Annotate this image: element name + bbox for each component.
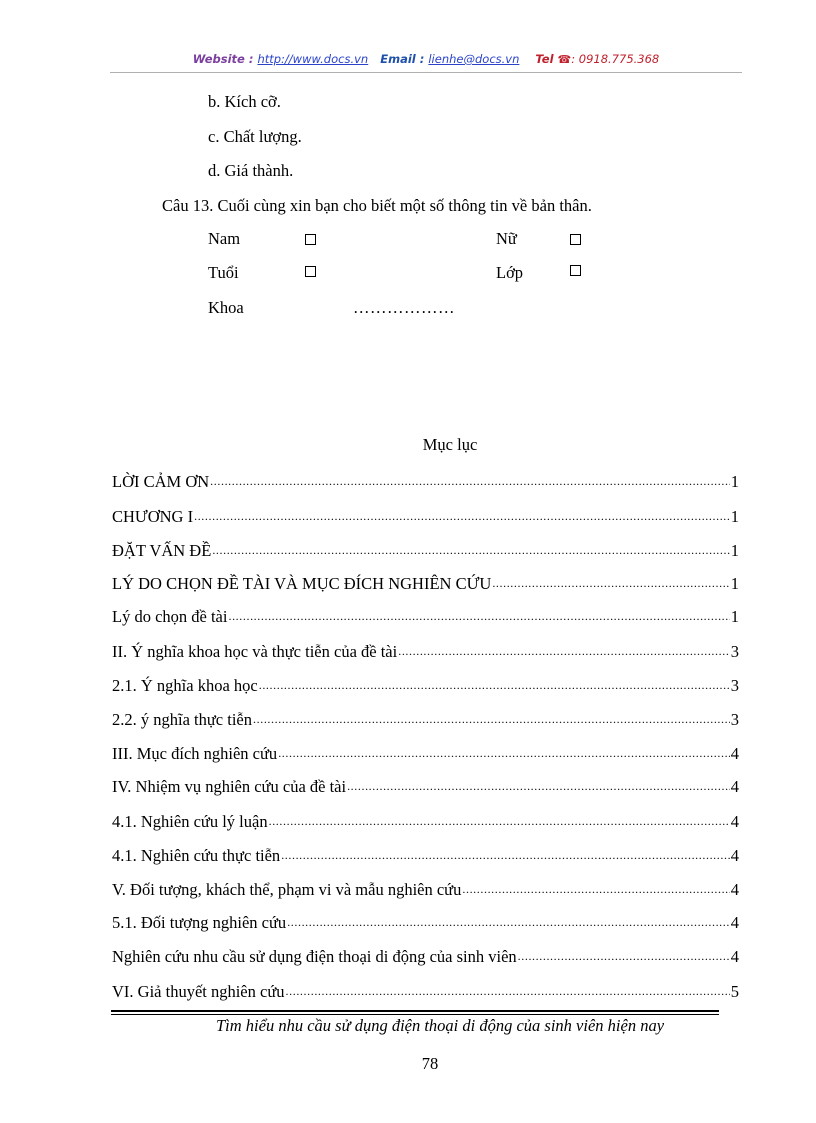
faculty-label: Khoa bbox=[208, 298, 244, 317]
toc-leader bbox=[492, 575, 729, 591]
toc-entry-page: 4 bbox=[730, 947, 739, 966]
website-label: Website : bbox=[192, 52, 254, 66]
toc-entry-page: 4 bbox=[730, 913, 739, 932]
phone-icon: ☎ bbox=[557, 53, 572, 66]
toc-leader bbox=[210, 473, 730, 489]
toc-entry-text: 5.1. Đối tượng nghiên cứu bbox=[112, 913, 287, 932]
toc-entry bbox=[112, 572, 739, 594]
toc-entry-page: 4 bbox=[730, 846, 739, 865]
toc-entry-text: LỜI CẢM ƠN bbox=[112, 472, 210, 491]
toc-leader bbox=[228, 608, 729, 624]
toc-leader bbox=[281, 847, 730, 863]
toc-entry bbox=[112, 605, 739, 627]
email-separator: : bbox=[419, 52, 425, 66]
toc-entry-text: Nghiên cứu nhu cầu sử dụng điện thoại di động của sinh viên bbox=[112, 947, 517, 966]
toc-leader bbox=[194, 508, 730, 524]
toc-entry bbox=[112, 775, 739, 797]
toc-leader bbox=[347, 778, 730, 794]
male-checkbox[interactable] bbox=[305, 234, 316, 245]
footer-title: Tìm hiểu nhu cầu sử dụng điện thoại di động của sinh viên hiện nay bbox=[215, 1016, 665, 1035]
age-label: Tuổi bbox=[208, 263, 239, 282]
toc-entry-text: VI. Giả thuyết nghiên cứu bbox=[112, 982, 285, 1001]
option-d: d. Giá thành. bbox=[208, 161, 294, 180]
toc-leader bbox=[398, 643, 730, 659]
toc-entry-text: 2.2. ý nghĩa thực tiễn bbox=[112, 710, 253, 729]
toc-leader bbox=[259, 677, 730, 693]
toc-title: Mục lục bbox=[422, 435, 478, 454]
toc-entry bbox=[112, 810, 739, 832]
toc-entry-page: 3 bbox=[730, 642, 739, 661]
class-checkbox[interactable] bbox=[570, 265, 581, 276]
toc-leader bbox=[286, 983, 730, 999]
toc-leader bbox=[212, 542, 729, 558]
toc-entry-text: V. Đối tượng, khách thể, phạm vi và mẫu nghiên cứu bbox=[112, 880, 462, 899]
toc-entry bbox=[112, 844, 739, 866]
toc-leader bbox=[269, 813, 730, 829]
toc-entry bbox=[112, 911, 739, 933]
toc-entry bbox=[112, 708, 739, 730]
toc-entry-text: III. Mục đích nghiên cứu bbox=[112, 744, 278, 763]
question-13: Câu 13. Cuối cùng xin bạn cho biết một số thông tin về bản thân. bbox=[162, 196, 592, 215]
option-b: b. Kích cỡ. bbox=[208, 92, 281, 111]
toc-entry-text: ĐẶT VẤN ĐỀ bbox=[112, 541, 212, 560]
toc-entry bbox=[112, 674, 739, 696]
page-number: 78 bbox=[421, 1054, 439, 1073]
toc-entry-text: CHƯƠNG I bbox=[112, 507, 194, 526]
toc-entry bbox=[112, 505, 739, 527]
toc-entry bbox=[112, 470, 739, 492]
toc-entry-page: 1 bbox=[730, 574, 739, 593]
footer-rule-thick bbox=[111, 1010, 719, 1012]
toc-entry-page: 1 bbox=[730, 472, 739, 491]
female-label: Nữ bbox=[496, 229, 517, 248]
toc-entry-page: 1 bbox=[730, 507, 739, 526]
toc-entry-page: 4 bbox=[730, 812, 739, 831]
toc-entry bbox=[112, 539, 739, 561]
toc-entry-page: 4 bbox=[730, 744, 739, 763]
toc-leader bbox=[278, 745, 730, 761]
option-c: c. Chất lượng. bbox=[208, 127, 302, 146]
toc-entry-page: 4 bbox=[730, 777, 739, 796]
page-header bbox=[110, 52, 742, 73]
toc-entry-text: 4.1. Nghiên cứu thực tiễn bbox=[112, 846, 281, 865]
toc-entry bbox=[112, 980, 739, 1002]
toc-entry-text: 4.1. Nghiên cứu lý luận bbox=[112, 812, 268, 831]
email-link[interactable]: lienhe@docs.vn bbox=[428, 52, 520, 66]
toc-entry bbox=[112, 640, 739, 662]
toc-entry-text: LÝ DO CHỌN ĐỀ TÀI VÀ MỤC ĐÍCH NGHIÊN CỨU bbox=[112, 574, 492, 593]
age-checkbox[interactable] bbox=[305, 266, 316, 277]
toc-leader bbox=[287, 914, 730, 930]
toc-entry-text: II. Ý nghĩa khoa học và thực tiễn của đề tài bbox=[112, 642, 398, 661]
tel-value: : 0918.775.368 bbox=[571, 52, 660, 66]
toc-entry-page: 4 bbox=[730, 880, 739, 899]
toc-leader bbox=[253, 711, 730, 727]
toc-entry-text: Lý do chọn đề tài bbox=[112, 607, 228, 626]
toc-entry bbox=[112, 878, 739, 900]
toc-leader bbox=[462, 881, 729, 897]
toc-entry-page: 3 bbox=[730, 710, 739, 729]
toc-entry-page: 1 bbox=[730, 541, 739, 560]
footer-rule-thin bbox=[111, 1014, 719, 1015]
class-label: Lớp bbox=[496, 263, 524, 282]
tel-label: Tel bbox=[535, 52, 554, 66]
male-label: Nam bbox=[208, 229, 241, 248]
email-label: Email bbox=[380, 52, 416, 66]
toc-entry bbox=[112, 742, 739, 764]
toc-entry bbox=[112, 945, 739, 967]
toc-entry-page: 3 bbox=[730, 676, 739, 695]
faculty-blank: ……………… bbox=[353, 298, 455, 317]
toc-entry-text: 2.1. Ý nghĩa khoa học bbox=[112, 676, 258, 695]
toc-entry-text: IV. Nhiệm vụ nghiên cứu của đề tài bbox=[112, 777, 347, 796]
website-link[interactable]: http://www.docs.vn bbox=[257, 52, 369, 66]
female-checkbox[interactable] bbox=[570, 234, 581, 245]
toc-entry-page: 5 bbox=[730, 982, 739, 1001]
toc-entry-page: 1 bbox=[730, 607, 739, 626]
toc-leader bbox=[518, 948, 730, 964]
